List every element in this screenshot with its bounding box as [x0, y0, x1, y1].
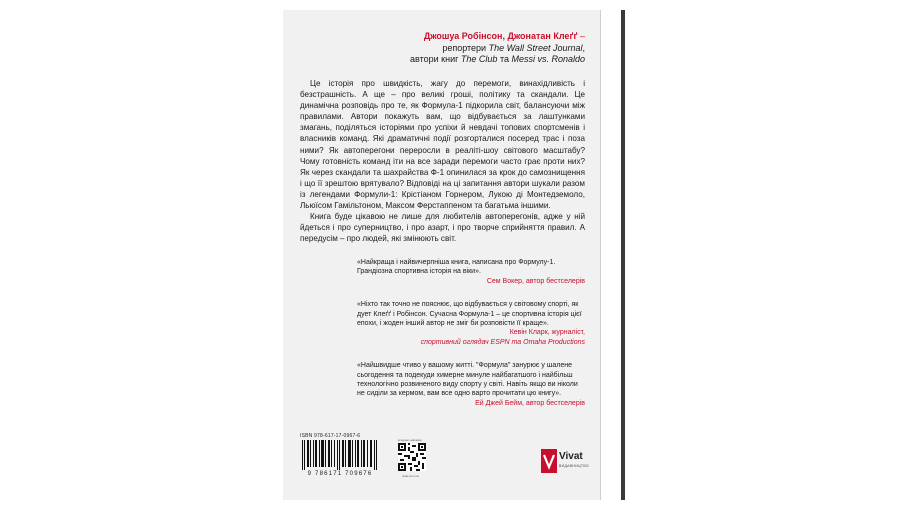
publisher-name: Vivat: [559, 451, 583, 462]
books-conjunction: та: [497, 54, 512, 64]
books-prefix: автори книг: [410, 54, 461, 64]
description: [300, 78, 585, 244]
book-spine: [600, 10, 622, 500]
book-title-2: Messi vs. Ronaldo: [511, 54, 585, 64]
review-text: «Найшвидше чтиво у вашому житті. "Формула" занурює у шалене сьогодення та подекуди химерне минуле найбагатшого і найбільш технологічно розвиненого виду спорту у світі. Навіть якщо ви ніколи не сиділи за кермом, вам все одно варто прочитати цю книгу».: [357, 362, 578, 398]
review-source: Ей Джей Бейм, автор бестселерів: [475, 399, 585, 407]
review-source: Сем Вокер, автор бестселерів: [486, 277, 585, 285]
qr-code-icon[interactable]: [398, 443, 426, 471]
review-3: [357, 361, 585, 408]
role-prefix: репортери: [442, 42, 489, 53]
barcode-icon: [300, 440, 380, 470]
review-2: [357, 300, 585, 347]
author-names: Джошуа Робінсон, Джонатан Клеґґ: [423, 31, 578, 41]
publisher-logo: [541, 449, 591, 477]
vivat-v-icon: [541, 449, 557, 473]
newspaper-name: The Wall Street Journal: [488, 42, 583, 53]
book-title-1: The Club: [460, 54, 498, 64]
qr-url: vivat.com.ua: [402, 474, 419, 478]
description-paragraph-1: Це історія про швидкість, жагу до перемоги, винахідливість і безстрашність. А ще – про великі гроші, політику та скандали. Це динамічна розповідь про те, як Формула-1 підкорила світ, балансуючи між правилами. Автори покажуть вам, що відбувається за лаштунками змагань, поділяться історіями про успіхи й невдачі топових спортсменів і власників команд. Які драматичні події розгорталися посеред трас і поза ними? Як автоперегони переросли в реаліті-шоу світового масштабу? Чому готовність команд іти на все заради перемоги часто грає проти них? Як через скандали та шахрайства Ф-1 опинилася за крок до самознищення і що її зрештою врятувало? Відповіді на ці запитання автори шукали разом із легендами Формули-1: Крістіаном Горнером, Лукою ді Монтедземоло, Льюїсом Гамільтоном, Максом Ферстаппеном та багатьма іншими.: [300, 79, 585, 211]
spine-edge: [621, 10, 625, 500]
review-1: [357, 258, 585, 286]
review-source-line-2: спортивний оглядач ESPN та Omaha Productions: [420, 338, 585, 346]
publisher-subtitle: ВИДАВНИЦТВО: [559, 464, 589, 468]
review-text: «Найкраща і найвичерпніша книга, написана про Формулу-1. Грандіозна спортивна історія на віки».: [357, 259, 556, 276]
review-text: «Ніхто так точно не пояснює, що відбувається у світовому спорті, як дует Клеґґ і Робінсон. Сучасна Формула-1 – це спортивна історія цієї епохи, і жоден інший автор не зміг би розповісти її краще».: [357, 301, 582, 328]
reviews: [357, 258, 585, 422]
author-dash: –: [577, 31, 585, 41]
barcode-digits: 9 786171 709676: [307, 471, 373, 477]
authors-block: Джошуа Робінсон, Джонатан Клеґґ – репортери The Wall Street Journal, автори книг The Club та Messi vs. Ronaldo: [410, 31, 585, 64]
review-source: Кевін Кларк, журналіст,: [509, 329, 585, 337]
isbn-label: ISBN 978-617-17-0967-6: [300, 433, 361, 439]
qr-label: інтернет-магазин: [398, 438, 422, 442]
description-paragraph-2: Книга буде цікавою не лише для любителів автоперегонів, адже у ній йдеться і про суперництво, і про азарт, і про творче сприйняття правил. А передусім – про людей, які змінюють світ.: [300, 212, 585, 244]
